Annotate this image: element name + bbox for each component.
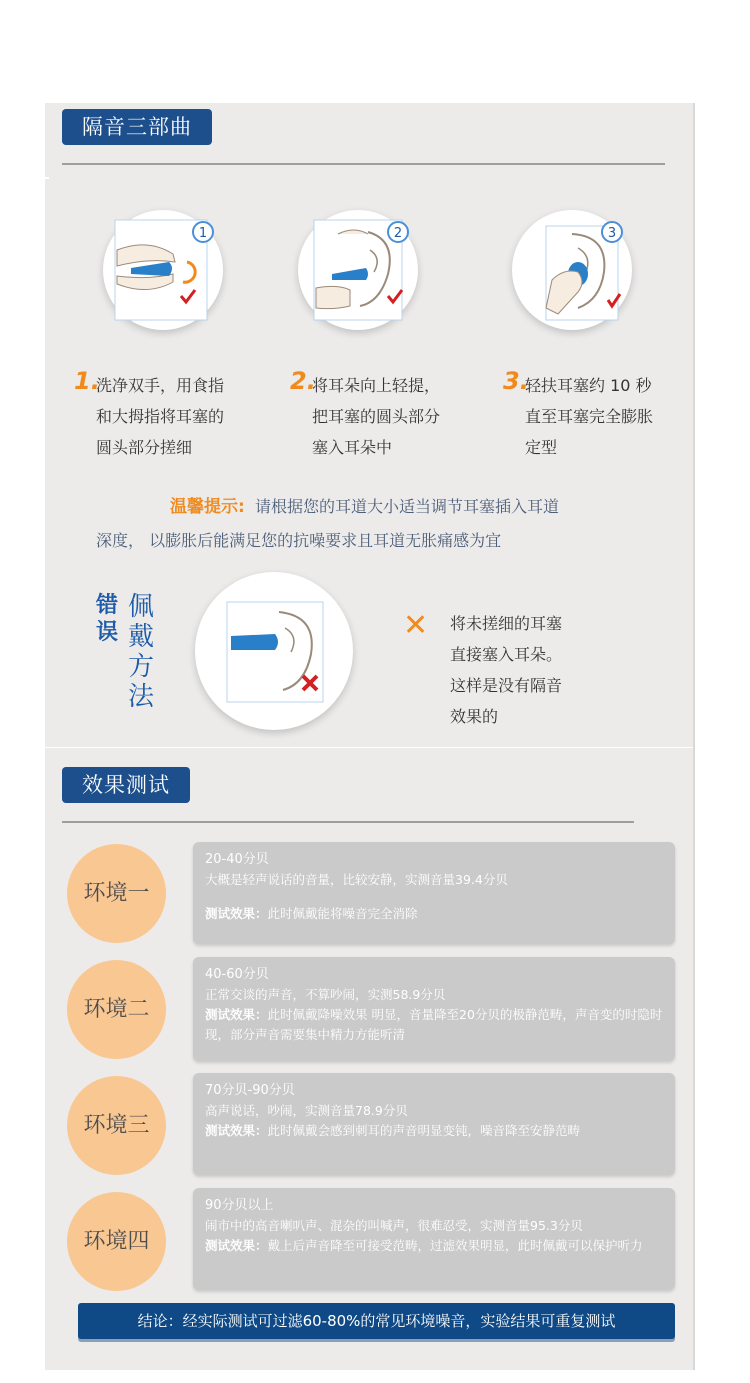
wrong-label [128, 592, 156, 712]
env-2-card [193, 957, 675, 1061]
effect-label: 测试效果： [205, 1238, 268, 1253]
env-description: 高声说话，吵闹，实测音量78.9分贝 [205, 1103, 408, 1118]
section-header-test: 效果测试 [62, 767, 190, 803]
ear-earplug-icon [298, 210, 418, 330]
env-3-card [193, 1073, 675, 1175]
step-3-text [503, 367, 654, 463]
env-db-range: 20-40分贝 [205, 852, 269, 867]
step-number: 1. [74, 367, 100, 395]
char: 戴 [128, 622, 155, 652]
tip-line-2: 深度， 以膨胀后能满足您的抗噪要求且耳道无胀痛感为宜 [96, 531, 502, 550]
char: 佩 [128, 592, 155, 622]
env-4-circle: 环境四 [67, 1192, 166, 1291]
env-db-range: 40-60分贝 [205, 967, 269, 982]
env-3-circle: 环境三 [67, 1076, 166, 1175]
env-description: 闹市中的高音喇叭声、混杂的叫喊声，很难忍受，实测音量95.3分贝 [205, 1218, 583, 1233]
finger-press-icon [512, 210, 632, 330]
env-1-circle: 环境一 [67, 844, 166, 943]
step-3-illustration [512, 210, 632, 330]
step-description: 将耳朵向上轻提， 把耳塞的圆头部分 塞入耳朵中 [312, 376, 441, 457]
env-description: 大概是轻声说话的音量，比较安静，实测音量39.4分贝 [205, 872, 508, 887]
char: 方 [128, 652, 155, 682]
wrong-label-bold [96, 592, 120, 646]
tip-line-1: 请根据您的耳道大小适当调节耳塞插入耳道 [254, 497, 559, 516]
char: 误 [96, 620, 119, 645]
step-number: 2. [290, 367, 316, 395]
ear-wrong-icon [195, 572, 353, 730]
char: 错 [96, 593, 119, 618]
step-2-illustration [298, 210, 418, 330]
step-1-text [74, 367, 225, 463]
separator [45, 747, 693, 748]
tip-title: 温馨提示: [170, 497, 245, 517]
wrong-method-text: 将未搓细的耳塞 直接塞入耳朵。 这样是没有隔音 效果的 [450, 614, 563, 726]
effect-label: 测试效果： [205, 906, 268, 921]
effect-text: 此时佩戴会感到刺耳的声音明显变钝，噪音降至安静范畴 [267, 1123, 581, 1138]
effect-label: 测试效果： [205, 1007, 268, 1022]
section-divider [62, 163, 665, 165]
step-number: 3. [503, 367, 529, 395]
hand-earplug-icon [103, 210, 223, 330]
step-1-illustration [103, 210, 223, 330]
effect-text: 此时佩戴能将噪音完全消除 [267, 906, 418, 921]
svg-text:1: 1 [198, 226, 208, 241]
env-2-circle: 环境二 [67, 960, 166, 1059]
svg-text:2: 2 [393, 226, 403, 241]
env-description: 正常交谈的声音，不算吵闹，实测58.9分贝 [205, 987, 446, 1002]
section-divider [62, 821, 634, 823]
svg-text:3: 3 [607, 226, 617, 241]
effect-text: 此时佩戴降噪效果 明显，音量降至20分贝的极静范畴，声音变的时隐时现，部分声音需要集中精力方能听清 [205, 1007, 663, 1042]
step-description: 洗净双手，用食指 和大拇指将耳塞的 圆头部分搓细 [96, 376, 225, 457]
warm-tip [96, 490, 676, 557]
env-1-card [193, 842, 675, 944]
wrong-x-icon: ✕ [403, 608, 429, 643]
wrong-method-illustration [195, 572, 353, 730]
char: 法 [128, 682, 155, 712]
effect-label: 测试效果： [205, 1123, 268, 1138]
effect-text: 戴上后声音降至可接受范畴，过滤效果明显，此时佩戴可以保护听力 [267, 1238, 643, 1253]
env-db-range: 90分贝以上 [205, 1198, 274, 1213]
conclusion-banner: 结论：经实际测试可过滤60-80%的常见环境噪音，实验结果可重复测试 [78, 1303, 675, 1339]
step-description: 轻扶耳塞约 10 秒 直至耳塞完全膨胀 定型 [525, 376, 654, 457]
section-header-steps: 隔音三部曲 [62, 109, 212, 145]
env-db-range: 70分贝-90分贝 [205, 1083, 295, 1098]
edge-mark [44, 177, 49, 179]
env-4-card [193, 1188, 675, 1290]
right-edge-rail [693, 103, 695, 1370]
step-2-text [290, 367, 441, 463]
